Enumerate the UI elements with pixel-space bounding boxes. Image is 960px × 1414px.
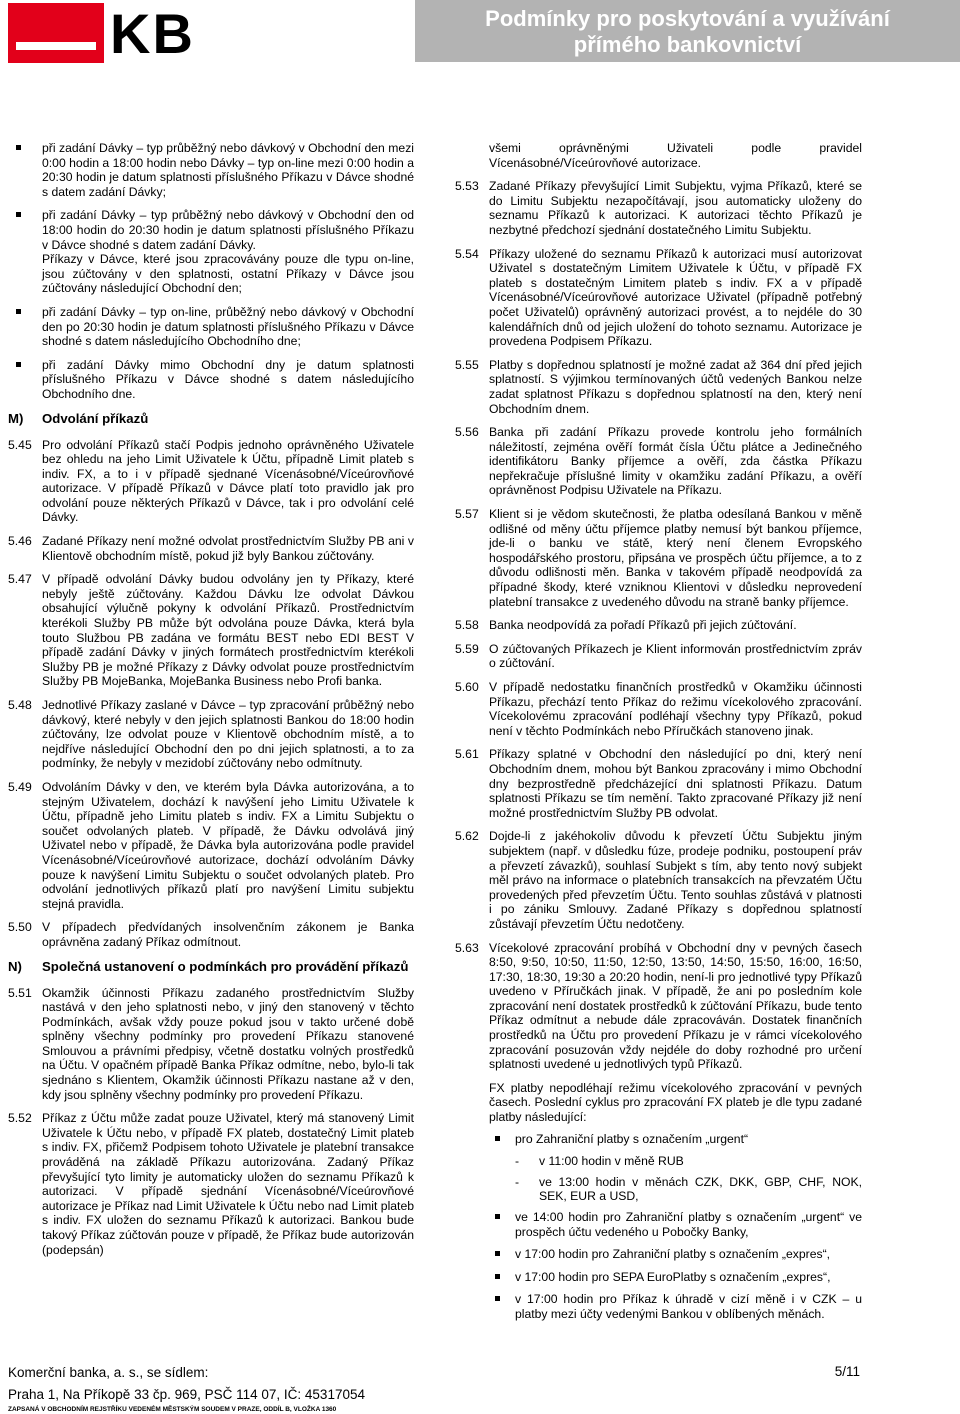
section-heading-n: N) Společná ustanovení o podmínkách pro provádění příkazů bbox=[8, 958, 409, 974]
bullet-item: při zadání Dávky – typ průběžný nebo dávkový v Obchodní den od 18:00 hodin do 20:30 hodin je datum splatnosti příslušného Příkazu v Dávce shodné s datem zadání Dávky. bbox=[8, 208, 414, 252]
fx-bullet: pro Zahraniční platby s označením „urgent“ bbox=[489, 1132, 862, 1147]
clause-5-45: 5.45 Pro odvolání Příkazů stačí Podpis jednoho oprávněného Uživatele bez ohledu na jeho Limit Uživatele k Účtu, případně Limit plateb s indiv. FX, a to i v případě sjednané Vícenásobné/Víceúrovňové autorizace. V případě Příkazů v Dávce platí toto pravidlo jak pro odvolání pouze některých Příkazů v Dávce, tak i pro odvolání celé Dávky. bbox=[8, 437, 414, 525]
bullet-continuation: Příkazy v Dávce, které jsou zpracovávány pouze dle typu on-line, jsou zúčtovány v den splatnosti, ostatní Příkazy v Dávce jsou zúčtovány následující Obchodní den; bbox=[42, 252, 414, 296]
document-title-line1: Podmínky pro poskytování a využívání bbox=[485, 6, 890, 31]
clause-5-47: 5.47 V případě odvolání Dávky budou odvolány jen ty Příkazy, které nebyly ještě zúčtovány. Každou Dávku lze odvolat Dávkou obsahující výlučně pokyny k odvolání Příkazů. Prostřednictvím kterékoli Služby PB může být odvolána pouze Dávka, která byla touto Službou PB zadána ve formátu BEST nebo EDI BEST V případě zadání Dávky v jiných formátech prostřednictvím kterékoli Služby PB je možné Příkazy z Dávky odvolat pouze prostřednictvím Služby PB MojeBanka, MojeBanka Business nebo Profi banka. bbox=[8, 572, 414, 689]
right-column bbox=[455, 141, 862, 1339]
kb-logo-text: KB bbox=[110, 2, 195, 65]
section-heading-m: M) Odvolání příkazů bbox=[8, 410, 149, 426]
clause-5-63-text: Vícekolové zpracování probíhá v Obchodní dny v pevných časech 8:50, 9:50, 10:50, 11:50, 12:50, 13:50, 14:50, 15:50, 16:00, 16:50, 17:30, 18:30, 19:30 a 20:20 hodin, není-li pro jednotlivé typy Příkazů uvedeno v Příručkách jinak. V případě, že ani po posledním kole zpracování není dostatek prostředků k zúčtování Příkazu, bude tento Příkaz odmítnut a nebude dále zpracováván. Dostatek finančních prostředků na Účtu pro provedení Příkazu je v rámci vícekolového zpracování posuzován vždy nejdéle do doby rozhodné pro určení splatnosti uvedené u jednotlivých typů Příkazů. bbox=[489, 940, 862, 1072]
fx-dash-item: - ve 13:00 hodin v měnách CZK, DKK, GBP, CHF, NOK, SEK, EUR a USD, bbox=[515, 1174, 862, 1204]
clause-5-52: 5.52 Příkaz z Účtu může zadat pouze Uživatel, který má stanovený Limit Uživatele k Účtu nebo, v případě FX plateb, dostatečný Limit plateb s indiv. FX, přičemž Podpisem tohoto Uživatele je platební transakce prováděná na základě Příkazu autorizována. Zadaný Příkaz převyšující tyto limity je automaticky uložen do seznamu Příkazů k autorizaci. V případě sjednání Vícenásobné/Víceúrovňové autorizace je Příkaz nad Limit Uživatele k Účtu nebo nad Limit plateb s indiv. FX uložen do seznamu Příkazů k autorizaci. Bankou bude takový Příkaz zúčtován pouze v případě, že Příkaz bude autorizován (podepsán) bbox=[8, 1111, 414, 1257]
clause-5-50: 5.50 V případech předvídaných insolvenčním zákonem je Banka oprávněna zadaný Příkaz odmítnout. bbox=[8, 920, 414, 949]
clause-5-52-continued: všemi oprávněnými Uživateli podle pravidel Vícenásobné/Víceúrovňové autorizace. bbox=[489, 141, 862, 170]
clause-5-60: 5.60 V případě nedostatku finančních prostředků v Okamžiku účinnosti Příkazu, přechází tento Příkaz do režimu vícekolového zpracování. Vícekolovému zpracování podléhají všechny typy Příkazů, pokud není v těchto Podmínkách nebo Příručkách stanoveno jinak. bbox=[455, 680, 862, 738]
footer-registry: ZAPSANÁ V OBCHODNÍM REJSTŘÍKU VEDENÉM MĚSTSKÝM SOUDEM V PRAZE, ODDÍL B, VLOŽKA 1360 bbox=[8, 1406, 337, 1413]
fx-bullet: ve 14:00 hodin pro Zahraniční platby s označením „urgent“ ve prospěch účtu vedeného u Pobočky Banky, bbox=[489, 1210, 862, 1239]
clause-5-54: 5.54 Příkazy uložené do seznamu Příkazů k autorizaci musí autorizovat Uživatel s dostatečným Limitem Uživatele k Účtu, v případě FX plateb s dostatečným Limitem plateb s indiv. FX a v případě Vícenásobné/Víceúrovňové autorizace Uživatel (případně potřebný počet Uživatelů) oprávněný autorizaci provést, a to nejdéle do 30 kalendářních dnů od jejich uložení do tohoto seznamu. Autorizace je provedena Podpisem Příkazu. bbox=[455, 246, 862, 349]
clause-5-59: 5.59 O zúčtovaných Příkazech je Klient informován prostřednictvím zpráv o zúčtování. bbox=[455, 641, 862, 671]
fx-bullet: v 17:00 hodin pro Zahraniční platby s označením „expres“, bbox=[489, 1247, 862, 1262]
fx-dash-item: - v 11:00 hodin v měně RUB bbox=[515, 1154, 684, 1169]
clause-5-55: 5.55 Platby s dopřednou splatností je možné zadat až 364 dní před jejich splatností. S výjimkou termínovaných účtů vedených Bankou nelze zadat splatnost Příkazu s dopřednou splatností na den, který není Obchodním dnem. bbox=[455, 357, 862, 416]
kb-logo-mark bbox=[8, 3, 104, 63]
footer-address: Praha 1, Na Příkopě 33 čp. 969, PSČ 114 07, IČ: 45317054 bbox=[8, 1387, 365, 1402]
left-column bbox=[8, 141, 414, 1266]
fx-intro: FX platby nepodléhají režimu vícekolového zpracování v pevných časech. Poslední cyklus pro zpracování FX plateb je dle typu zadané platby následující: bbox=[489, 1080, 862, 1125]
page-number: 5/11 bbox=[834, 1364, 860, 1379]
clause-5-63: 5.63 Vícekolové zpracování probíhá v Obchodní dny v pevných časech 8:50, 9:50, 10:50, 11:50, 12:50, 13:50, 14:50, 15:50, 16:00, 16:50, 17:30, 18:30, 19:30 a 20:20 hodin, není-li pro jednotlivé typy Příkazů uvedeno v Příručkách jinak. V případě, že ani po posledním kole zpracování není dostatek prostředků k zúčtování Příkazu, bude tento Příkaz odmítnut a nebude dále zpracováván. Dostatek finančních prostředků na Účtu pro provedení Příkazu je v rámci vícekolového zpracování posuzován vždy nejdéle do doby rozhodné pro určení splatnosti uvedené u jednotlivých typů Příkazů. FX platby nepodléhají režimu vícekolového zpracování v pevných časech. Poslední cyklus pro zpracování FX plateb je dle typu zadané platby následující: pro Zahraniční platby s označením „urgent“ - v 11:00 hodin v měně RUB - ve 13:00 hodin v měnách CZK, DKK, GBP, CHF, NOK, SEK, EUR a USD, ve 14:00 hodin pro Zahraniční platby s označením „urgent“ ve prospěch účtu vedeného u Pobočky Banky, v 17:00 hodin pro Zahraniční platby s označením „expres“, v 17:00 hodin pro SEPA EuroPlatby s označením „expres“, v 17:00 hodin pro Příkaz k úhradě v cizí měně i v CZK – u platby mezi účty vedenými Bankou v oblíbených měnách. bbox=[455, 940, 862, 1321]
document-title-line2: přímého bankovnictví bbox=[573, 32, 802, 57]
clause-5-62: 5.62 Dojde-li z jakéhokoliv důvodu k převzetí Účtu Subjektu jiným subjektem (např. v důsledku fúze, prodeje podniku, postoupení práv a převzetí závazků), souhlasí Subjekt s tím, aby tento nový subjekt měl právo na informace o platebních transakcích na převzatém Účtu provedených před převzetím Účtu. Tento souhlas zůstává v platnosti i po zániku Smlouvy. Zadané Příkazy s dopřednou splatností zůstávají převzetím Účtu nedotčeny. bbox=[455, 829, 862, 931]
clause-5-58: 5.58 Banka neodpovídá za pořadí Příkazů při jejich zúčtování. bbox=[455, 618, 797, 633]
clause-5-51: 5.51 Okamžik účinnosti Příkazu zadaného prostřednictvím Služby nastává v den jeho splatnosti nebo, v jiný den stanovený v těchto Podmínkách, avšak vždy pouze pokud jsou v takto určené době splněny všechny podmínky pro provedení Příkazu stanovené Smlouvou a právními předpisy, včetně dostatku volných prostředků na Účtu. V opačném případě Banka Příkaz odmítne, nebo, bylo-li tak sjednáno s Klientem, Okamžik účinnosti Příkazu nastane až v den, kdy jsou splněny všechny podmínky pro provedení Příkazu. bbox=[8, 985, 414, 1102]
clause-5-61: 5.61 Příkazy splatné v Obchodní den následující po dni, který není Obchodním dnem, mohou být Bankou zpracovány i mimo Obchodní dny bezprostředně předcházející dni splatnosti Příkazu. Datum splatnosti Příkazu se tím nemění. Takto zpracované Příkazy již není možné prostřednictvím Služby PB odvolat. bbox=[455, 747, 862, 820]
clause-5-57: 5.57 Klient si je vědom skutečnosti, že platba odesílaná Bankou v měně odlišné od měny účtu příjemce platby nemusí být bankou příjemce, jde-li o banku ve státě, který není členem Evropského hospodářského prostoru, připsána ve prospěch účtu příjemce, a to z důvodu odlišnosti měn. Banka v takovém případě neodpovídá za případné škody, které vzniknou Klientovi v důsledku neprovedení platební transakce z uvedeného důvodu na straně banky příjemce. bbox=[455, 507, 862, 609]
bullet-item: při zadání Dávky – typ průběžný nebo dávkový v Obchodní den mezi 0:00 hodin a 18:00 hodin nebo Dávky – typ on-line mezi 0:00 hodin a 20:30 hodin je datum splatnosti příslušného Příkazu v Dávce shodné s datem zadání Dávky; bbox=[8, 141, 414, 199]
fx-bullet: v 17:00 hodin pro Příkaz k úhradě v cizí měně i v CZK – u platby mezi účty vedenými Bankou v oblíbených měnách. bbox=[489, 1292, 862, 1321]
footer-company: Komerční banka, a. s., se sídlem: bbox=[8, 1365, 209, 1380]
document-title-band bbox=[415, 0, 960, 62]
page-header bbox=[0, 0, 960, 67]
clause-5-56: 5.56 Banka při zadání Příkazu provede kontrolu jeho formálních náležitostí, zejména ověří formát čísla Účtu plátce a Jedinečného identifikátoru Banky příjemce a ověří, zda částka Příkazu nepřekračuje příslušné limity v okamžiku zadání Příkazu, a ověří oprávněnost Podpisu Uživatele na Příkazu. bbox=[455, 425, 862, 498]
clause-5-48: 5.48 Jednotlivé Příkazy zaslané v Dávce – typ zpracování průběžný nebo dávkový, které nebyly v den jejich splatnosti Bankou do 18:00 hodin zúčtovány, lze odvolat pouze v Klientově obchodním místě, a to nejdříve následující Obchodní den po dni jejich splatnosti, a to za podmínky, že nebyly v mezidobí zúčtovány nebo odmítnuty. bbox=[8, 698, 414, 771]
bullet-item: při zadání Dávky – typ on-line, průběžný nebo dávkový v Obchodní den po 20:30 hodin je datum splatnosti příslušného Příkazu v Dávce shodné s datem následujícího Obchodního dne; bbox=[8, 305, 414, 349]
fx-bullet: v 17:00 hodin pro SEPA EuroPlatby s označením „expres“, bbox=[489, 1270, 862, 1285]
page-footer bbox=[8, 1364, 860, 1414]
clause-5-53: 5.53 Zadané Příkazy převyšující Limit Subjektu, vyjma Příkazů, které se do Limitu Subjektu nezapočítávají, jsou automaticky uloženy do seznamu Příkazů k autorizaci. K autorizaci těchto Příkazů je nezbytné předchozí sjednání dostatečného Limitu Subjektu. bbox=[455, 179, 862, 237]
clause-5-46: 5.46 Zadané Příkazy není možné odvolat prostřednictvím Služby PB ani v Klientově obchodním místě, pokud již byly Bankou zúčtovány. bbox=[8, 534, 414, 563]
clause-5-49: 5.49 Odvoláním Dávky v den, ve kterém byla Dávka autorizována, a to stejným Uživatelem, dochází k navýšení jeho Limitu Uživatele k Účtu, případně jeho Limitu plateb s indiv. FX a Limitu Subjektu o součet odvolaných plateb. V případě, že Dávku odvolává jiný Uživatel nebo v případě, že Dávka byla autorizována podle pravidel Vícenásobné/Víceúrovňové autorizace, dochází odvoláním Dávky pouze k navýšení Limitu Subjektu o součet odvolaných plateb. Pro odvolání jednotlivých příkazů platí pro navýšení Limitu subjektu stejná pravidla. bbox=[8, 779, 414, 911]
bullet-item: při zadání Dávky mimo Obchodní dny je datum splatnosti příslušného Příkazu v Dávce shodné s datem následujícího Obchodního dne. bbox=[8, 358, 414, 402]
